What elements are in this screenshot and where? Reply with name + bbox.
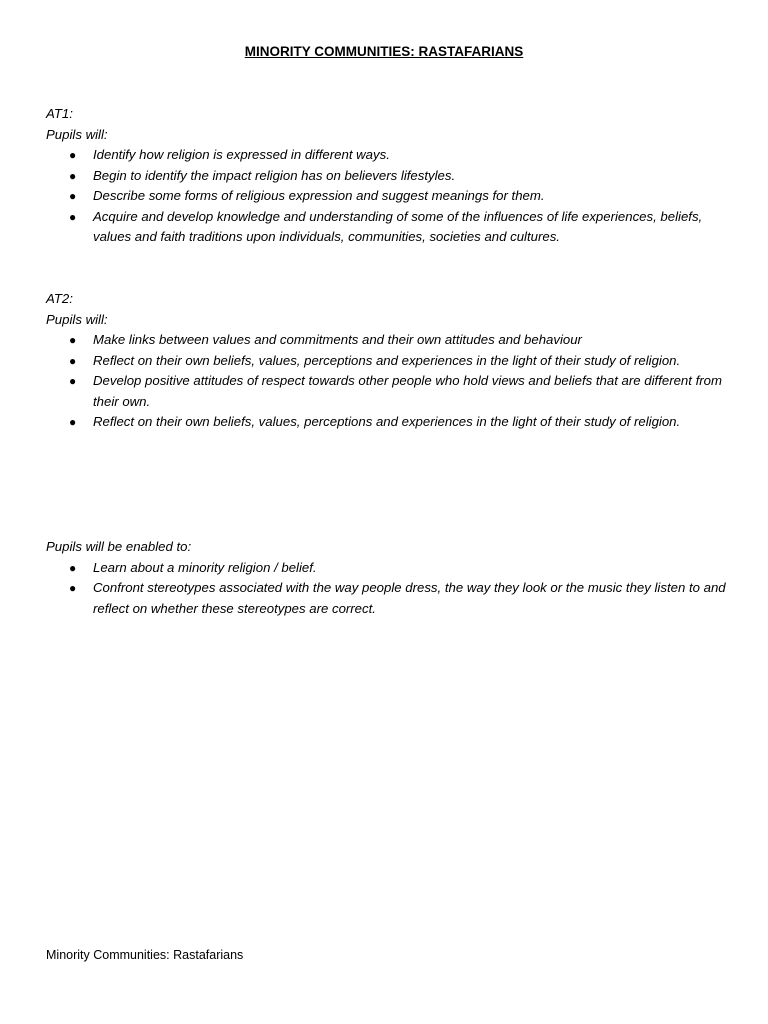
- list-item: ● Reflect on their own beliefs, values, perceptions and experiences in the light of their study of religion.: [46, 351, 726, 372]
- list-item: ● Begin to identify the impact religion has on believers lifestyles.: [46, 166, 726, 187]
- list-item: ● Reflect on their own beliefs, values, perceptions and experiences in the light of their study of religion.: [46, 412, 726, 433]
- list-item: ● Make links between values and commitments and their own attitudes and behaviour: [46, 330, 726, 351]
- section-at2: [46, 289, 726, 433]
- list-item: ● Acquire and develop knowledge and understanding of some of the influences of life experiences, beliefs, values and faith traditions upon individuals, communities, societies and cultures.: [69, 208, 703, 244]
- section-intro: Pupils will:: [46, 311, 108, 327]
- bullet-icon: ●: [69, 353, 77, 368]
- section-heading: AT1:: [46, 106, 73, 121]
- page-title: MINORITY COMMUNITIES: RASTAFARIANS: [244, 44, 524, 59]
- list-item: ● Identify how religion is expressed in different ways.: [46, 145, 726, 166]
- bullet-icon: ●: [69, 333, 77, 347]
- list-item: ● Confront stereotypes associated with the way people dress, the way they look or the music they listen to and reflect on whether these stereotypes are correct.: [69, 580, 726, 616]
- bullet-icon: ●: [69, 148, 77, 162]
- bullet-icon: ●: [69, 560, 77, 575]
- section-at1: [46, 104, 726, 248]
- bullet-icon: ●: [69, 415, 77, 429]
- bullet-list: [46, 145, 726, 248]
- section-intro: Pupils will:: [46, 126, 108, 142]
- bullet-list: [46, 558, 726, 620]
- bullet-icon: ●: [69, 374, 77, 388]
- bullet-list: [46, 330, 726, 433]
- list-item: ● Learn about a minority religion / belief.: [46, 558, 726, 579]
- list-item: ● Describe some forms of religious expression and suggest meanings for them.: [46, 186, 726, 207]
- list-item: ● Develop positive attitudes of respect towards other people who hold views and beliefs that are different from their own.: [69, 373, 722, 409]
- bullet-icon: ●: [69, 189, 77, 203]
- section-intro: Pupils will be enabled to:: [46, 539, 192, 554]
- section-enabled-to: [46, 537, 726, 619]
- page-footer: Minority Communities: Rastafarians: [46, 948, 244, 962]
- bullet-icon: ●: [69, 581, 77, 595]
- bullet-icon: ●: [69, 209, 77, 224]
- bullet-icon: ●: [69, 168, 77, 183]
- section-heading: AT2:: [46, 291, 73, 306]
